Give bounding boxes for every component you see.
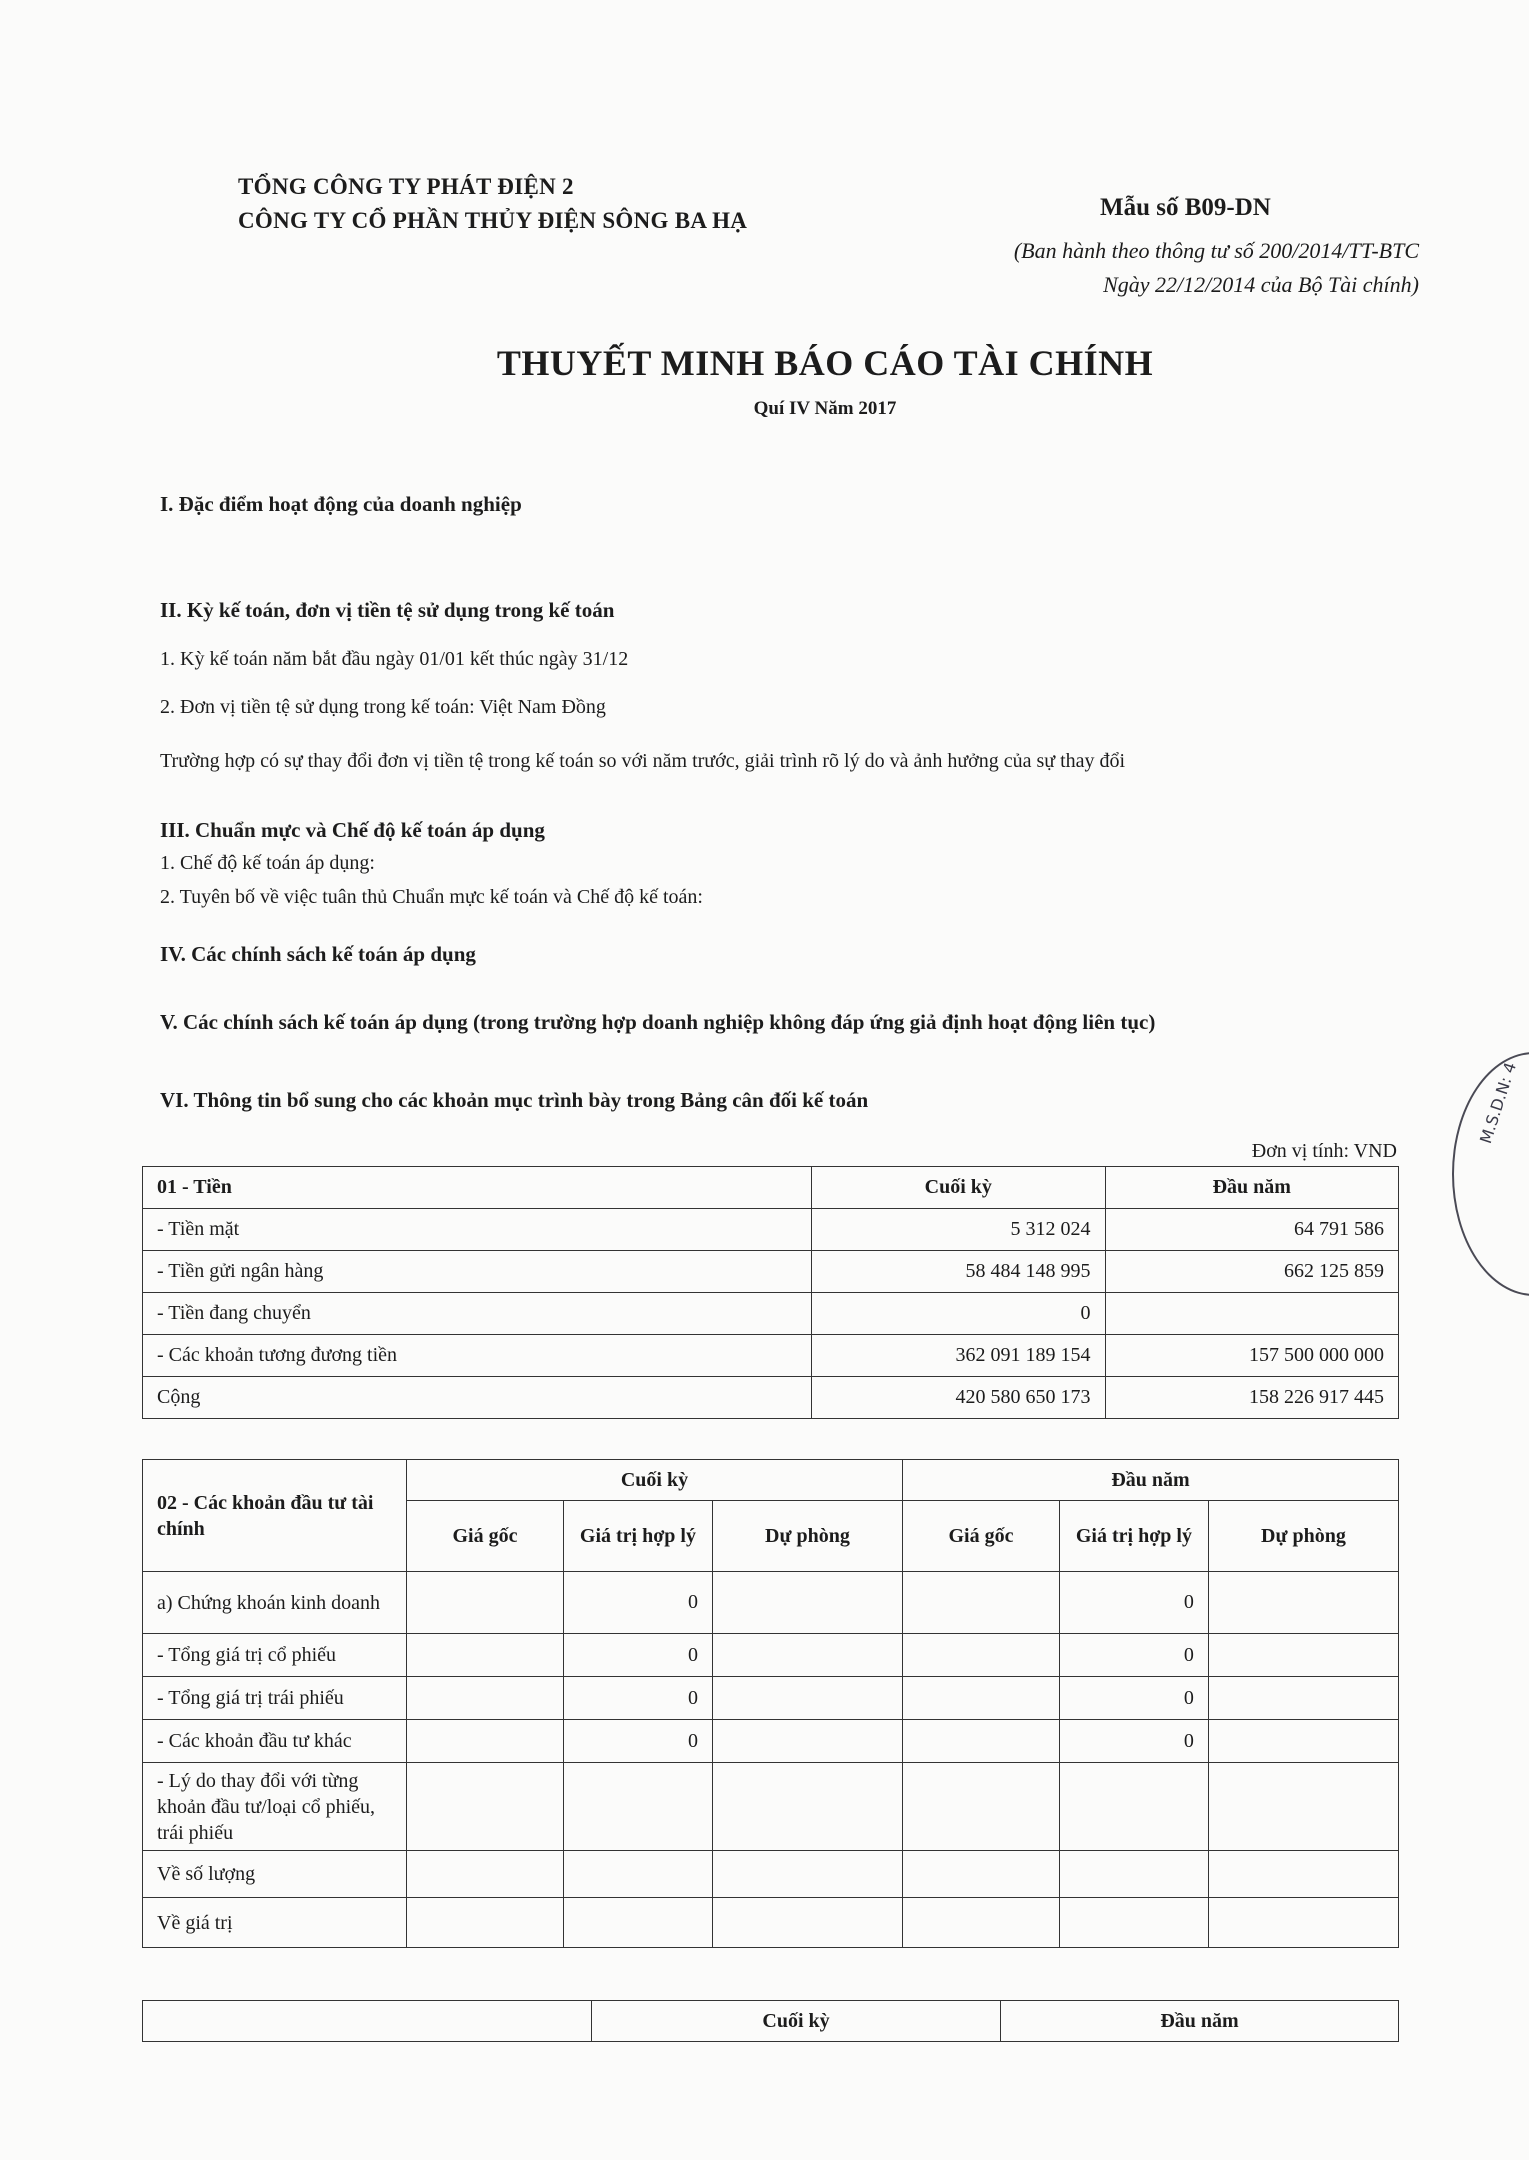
year-begin-value: 662 125 859 [1105,1251,1399,1293]
year-begin-value: 64 791 586 [1105,1209,1399,1251]
table-row [143,1335,1399,1377]
provision-value [1208,1677,1398,1720]
total-row [143,1377,1399,1419]
cash-header-label: 01 - Tiền [143,1167,812,1209]
accounting-period-text: 1. Kỳ kế toán năm bắt đầu ngày 01/01 kết thúc ngày 31/12 [160,648,629,670]
cost-value [902,1572,1059,1634]
row-label: a) Chứng khoán kinh doanh [143,1572,407,1634]
section-4-heading: IV. Các chính sách kế toán áp dụng [160,942,476,966]
period-end-header: Cuối kỳ [812,1167,1106,1209]
year-begin-value: 158 226 917 445 [1105,1377,1399,1419]
currency-change-note: Trường hợp có sự thay đổi đơn vị tiền tệ trong kế toán so với năm trước, giải trình rõ lý do và ảnh hưởng của sự thay đổi [160,750,1126,772]
fair-value [563,1763,712,1851]
fair-value [1059,1898,1208,1948]
cost-value [407,1763,564,1851]
form-issue-line1: (Ban hành theo thông tư số 200/2014/TT-BTC [1013,238,1419,263]
table-row [143,1851,1399,1898]
year-begin-header: Đầu năm [1001,2001,1399,2042]
fair-value [1059,1851,1208,1898]
table-row [143,1677,1399,1720]
provision-value [1208,1898,1398,1948]
form-code: Mẫu số B09-DN [1100,194,1271,221]
seal-text: M.S.D.N: 4 [1476,1059,1521,1146]
row-label: Cộng [143,1377,812,1419]
row-label: - Các khoản tương đương tiền [143,1335,812,1377]
year-begin-header: Đầu năm [1105,1167,1399,1209]
form-issue-line2: Ngày 22/12/2014 của Bộ Tài chính) [1103,272,1419,297]
fair-value: 0 [1059,1677,1208,1720]
section-5-heading: V. Các chính sách kế toán áp dụng (trong trường hợp doanh nghiệp không đáp ứng giả định hoạt động liên tục) [160,1010,1156,1034]
cost-value [407,1634,564,1677]
provision-value [712,1851,902,1898]
table-header-row [143,1167,1399,1209]
company-name: CÔNG TY CỔ PHẦN THỦY ĐIỆN SÔNG BA HẠ [238,208,748,233]
row-label: - Tiền gửi ngân hàng [143,1251,812,1293]
row-label: - Tiền đang chuyển [143,1293,812,1335]
row-label: - Tổng giá trị trái phiếu [143,1677,407,1720]
cost-value [407,1851,564,1898]
fair-value: 0 [563,1634,712,1677]
provision-value [1208,1851,1398,1898]
row-label: Về giá trị [143,1898,407,1948]
cost-value [902,1634,1059,1677]
row-label: - Lý do thay đổi với từng khoản đầu tư/loại cổ phiếu, trái phiếu [143,1763,407,1851]
empty-header-cell [143,2001,592,2042]
provision-value [1208,1720,1398,1763]
year-begin-value [1105,1293,1399,1335]
cost-header: Giá gốc [407,1501,564,1572]
fair-value: 0 [1059,1572,1208,1634]
cash-table [142,1166,1399,1419]
provision-value [1208,1572,1398,1634]
table-row [143,1572,1399,1634]
currency-unit-label: Đơn vị tính: VND [1251,1140,1397,1162]
fair-value: 0 [1059,1634,1208,1677]
financial-investments-table [142,1459,1399,1948]
provision-value [712,1720,902,1763]
provision-value [712,1898,902,1948]
year-begin-value: 157 500 000 000 [1105,1335,1399,1377]
cost-value [407,1677,564,1720]
section-3-heading: III. Chuẩn mực và Chế độ kế toán áp dụng [160,818,545,842]
row-label: - Các khoản đầu tư khác [143,1720,407,1763]
provision-value [712,1763,902,1851]
section-6-heading: VI. Thông tin bổ sung cho các khoản mục trình bày trong Bảng cân đối kế toán [160,1088,869,1112]
cost-value [902,1851,1059,1898]
cost-header: Giá gốc [902,1501,1059,1572]
table-row [143,1720,1399,1763]
table-header-row [143,2001,1399,2042]
period-end-header: Cuối kỳ [592,2001,1001,2042]
fair-value: 0 [563,1677,712,1720]
company-seal [1452,1052,1529,1296]
period-end-value: 58 484 148 995 [812,1251,1106,1293]
year-begin-header: Đầu năm [902,1460,1398,1501]
period-end-value: 362 091 189 154 [812,1335,1106,1377]
cost-value [407,1572,564,1634]
provision-header: Dự phòng [1208,1501,1398,1572]
fair-value: 0 [1059,1720,1208,1763]
fair-value [1059,1763,1208,1851]
form-issue-note [1014,234,1419,302]
cost-value [902,1677,1059,1720]
fair-value: 0 [563,1572,712,1634]
compliance-statement-text: 2. Tuyên bố về việc tuân thủ Chuẩn mực kế toán và Chế độ kế toán: [160,886,703,908]
fair-value-header: Giá trị hợp lý [563,1501,712,1572]
accounting-regime-text: 1. Chế độ kế toán áp dụng: [160,852,375,874]
period-end-value: 0 [812,1293,1106,1335]
table-row [143,1251,1399,1293]
report-period: Quí IV Năm 2017 [753,398,897,419]
period-end-value: 5 312 024 [812,1209,1106,1251]
table-header-row [143,1460,1399,1501]
cost-value [407,1720,564,1763]
provision-value [712,1634,902,1677]
table-row [143,1209,1399,1251]
cost-value [407,1898,564,1948]
cost-value [902,1898,1059,1948]
fair-value: 0 [563,1720,712,1763]
row-label: Về số lượng [143,1851,407,1898]
table-row [143,1293,1399,1335]
period-end-value: 420 580 650 173 [812,1377,1106,1419]
company-header [238,170,747,238]
period-end-header: Cuối kỳ [407,1460,903,1501]
investments-header-label: 02 - Các khoản đầu tư tài chính [143,1460,407,1572]
row-label: - Tổng giá trị cổ phiếu [143,1634,407,1677]
table-row [143,1634,1399,1677]
provision-value [1208,1634,1398,1677]
fair-value [563,1851,712,1898]
cost-value [902,1763,1059,1851]
provision-value [1208,1763,1398,1851]
parent-company-name: TỔNG CÔNG TY PHÁT ĐIỆN 2 [238,174,574,199]
provision-header: Dự phòng [712,1501,902,1572]
row-label: - Tiền mặt [143,1209,812,1251]
table-row [143,1763,1399,1851]
document-title: THUYẾT MINH BÁO CÁO TÀI CHÍNH [496,343,1154,383]
fair-value [563,1898,712,1948]
section-2-heading: II. Kỳ kế toán, đơn vị tiền tệ sử dụng trong kế toán [160,598,615,622]
cost-value [902,1720,1059,1763]
table-row [143,1898,1399,1948]
currency-unit-text: 2. Đơn vị tiền tệ sử dụng trong kế toán: Việt Nam Đồng [160,696,606,718]
fair-value-header: Giá trị hợp lý [1059,1501,1208,1572]
section-1-heading: I. Đặc điểm hoạt động của doanh nghiệp [160,492,522,516]
provision-value [712,1677,902,1720]
provision-value [712,1572,902,1634]
next-table [142,2000,1399,2042]
